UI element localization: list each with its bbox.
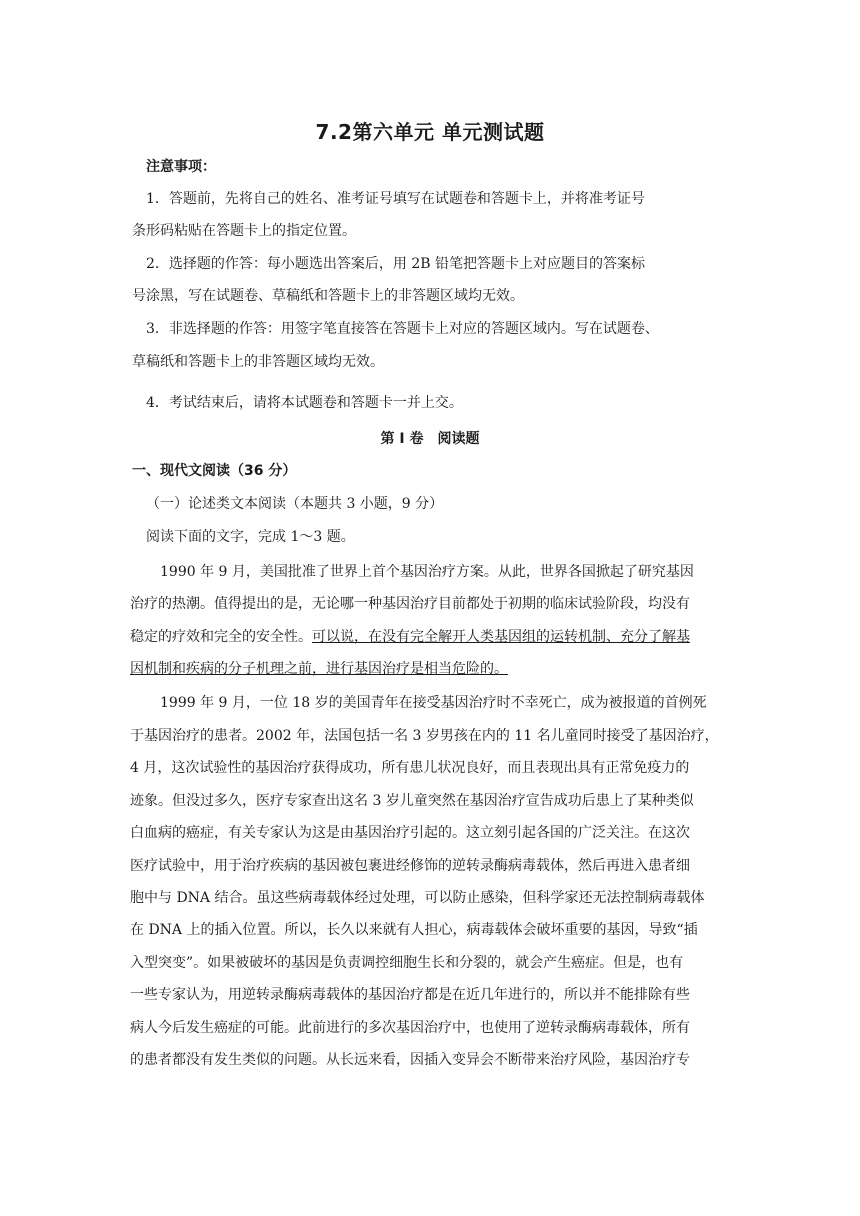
p2-line-1: 1999 年 9 月，一位 18 岁的美国青年在接受基因治疗时不幸死亡，成为被报道的首例死 [160, 695, 707, 711]
note-4-line-1: 4．考试结束后，请将本试题卷和答题卡一并上交。 [146, 395, 463, 411]
p1-line-3 [130, 627, 690, 647]
p2-line-10: 一些专家认为，用逆转录酶病毒载体的基因治疗都是在近几年进行的，所以并不能排除有些 [130, 987, 690, 1003]
p2-line-5: 白血病的癌症，有关专家认为这是由基因治疗引起的。这立刻引起各国的广泛关注。在这次 [130, 825, 690, 841]
part-heading: 一、现代文阅读（36 分） [132, 463, 297, 479]
p2-line-11: 病人今后发生癌症的可能。此前进行的多次基因治疗中，也使用了逆转录酶病毒载体，所有 [130, 1020, 690, 1036]
p2-line-6: 医疗试验中，用于治疗疾病的基因被包裹进经修饰的逆转录酶病毒载体，然后再进入患者细 [130, 858, 690, 874]
notes-heading: 注意事项： [146, 159, 216, 175]
note-3-line-1: 3．非选择题的作答：用签字笔直接答在答题卡上对应的答题区域内。写在试题卷、 [146, 321, 659, 337]
p1-line-3-plain: 稳定的疗效和完全的安全性。 [130, 629, 312, 645]
p2-line-8: 在 DNA 上的插入位置。所以，长久以来就有人担心，病毒载体会破坏重要的基因，导致“插 [130, 922, 698, 938]
p2-line-2: 于基因治疗的患者。2002 年，法国包括一名 3 岁男孩在内的 11 名儿童同时接受了基因治疗， [130, 728, 719, 744]
subpart-heading: （一）论述类文本阅读（本题共 3 小题，9 分） [146, 496, 444, 512]
p2-line-4: 迹象。但没过多久，医疗专家查出这名 3 岁儿童突然在基因治疗宣告成功后患上了某种类似 [130, 793, 694, 809]
p2-line-9: 入型突变”。如果被破坏的基因是负责调控细胞生长和分裂的，就会产生癌症。但是，也有 [130, 955, 684, 971]
reading-instruction: 阅读下面的文字，完成 1～3 题。 [146, 529, 355, 545]
p1-line-1: 1990 年 9 月，美国批准了世界上首个基因治疗方案。从此，世界各国掀起了研究基因 [160, 564, 694, 580]
p2-line-12: 的患者都没有发生类似的问题。从长远来看，因插入变异会不断带来治疗风险，基因治疗专 [130, 1052, 690, 1068]
section-title: 第 I 卷 阅读题 [380, 431, 480, 447]
p1-line-3-underlined: 可以说，在没有完全解开人类基因组的运转机制、充分了解基 [312, 629, 690, 645]
note-1-line-2: 条形码粘贴在答题卡上的指定位置。 [132, 223, 356, 239]
p1-line-4: 因机制和疾病的分子机理之前，进行基因治疗是相当危险的。 [130, 661, 508, 677]
note-2-line-2: 号涂黑，写在试题卷、草稿纸和答题卡上的非答题区域均无效。 [132, 288, 524, 304]
note-2-line-1: 2．选择题的作答：每小题选出答案后，用 2B 铅笔把答题卡上对应题目的答案标 [146, 256, 646, 272]
note-1-line-1: 1．答题前，先将自己的姓名、准考证号填写在试题卷和答题卡上，并将准考证号 [146, 191, 645, 207]
p2-line-7: 胞中与 DNA 结合。虽这些病毒载体经过处理，可以防止感染，但科学家还无法控制病毒载体 [130, 890, 705, 906]
note-3-line-2: 草稿纸和答题卡上的非答题区域均无效。 [132, 354, 384, 370]
p1-line-2: 治疗的热潮。值得提出的是，无论哪一种基因治疗目前都处于初期的临床试验阶段，均没有 [130, 596, 690, 612]
document-title: 7.2第六单元 单元测试题 [315, 120, 545, 144]
p2-line-3: 4 月，这次试验性的基因治疗获得成功，所有患儿状况良好，而且表现出具有正常免疫力的 [130, 760, 690, 776]
